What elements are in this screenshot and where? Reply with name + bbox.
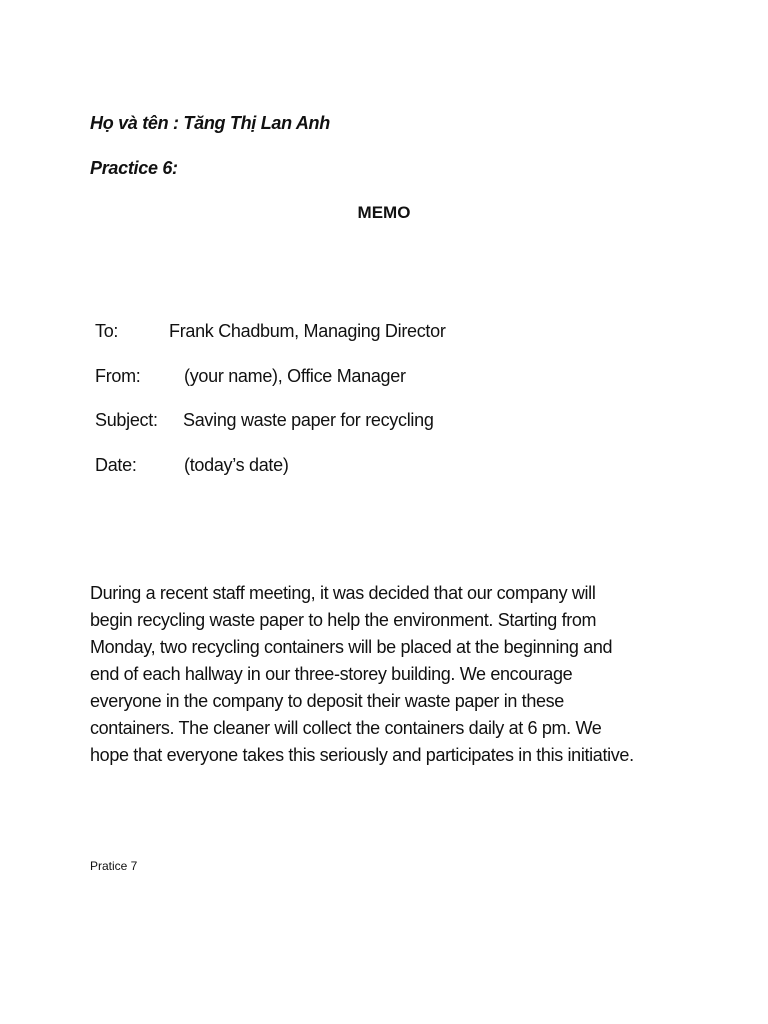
memo-subject-label: Subject: bbox=[95, 410, 158, 430]
memo-subject-value: Saving waste paper for recycling bbox=[183, 410, 434, 430]
memo-to-row bbox=[95, 321, 446, 342]
memo-date-label: Date: bbox=[95, 455, 137, 475]
body-line: containers. The cleaner will collect the containers daily at 6 pm. We bbox=[90, 718, 602, 738]
memo-from-value: (your name), Office Manager bbox=[184, 366, 406, 386]
body-line: begin recycling waste paper to help the environment. Starting from bbox=[90, 610, 597, 630]
body-line: hope that everyone takes this seriously and participates in this initiative. bbox=[90, 745, 634, 765]
body-line: end of each hallway in our three-storey building. We encourage bbox=[90, 664, 573, 684]
memo-to-value: Frank Chadbum, Managing Director bbox=[169, 321, 446, 341]
memo-date-row bbox=[95, 455, 289, 476]
body-line: Monday, two recycling containers will be placed at the beginning and bbox=[90, 637, 613, 657]
memo-date-value: (today’s date) bbox=[184, 455, 289, 475]
memo-title: MEMO bbox=[357, 203, 411, 222]
memo-from-label: From: bbox=[95, 366, 141, 386]
practice-heading: Practice 6: bbox=[90, 158, 178, 178]
body-line: During a recent staff meeting, it was decided that our company will bbox=[90, 583, 596, 603]
body-line: everyone in the company to deposit their waste paper in these bbox=[90, 691, 564, 711]
memo-to-label: To: bbox=[95, 321, 119, 341]
memo-subject-row bbox=[95, 410, 434, 431]
practice-7-note: Pratice 7 bbox=[90, 859, 138, 873]
memo-from-row bbox=[95, 366, 406, 387]
author-name-line: Họ và tên : Tăng Thị Lan Anh bbox=[90, 113, 330, 133]
memo-body-paragraph bbox=[90, 580, 690, 769]
